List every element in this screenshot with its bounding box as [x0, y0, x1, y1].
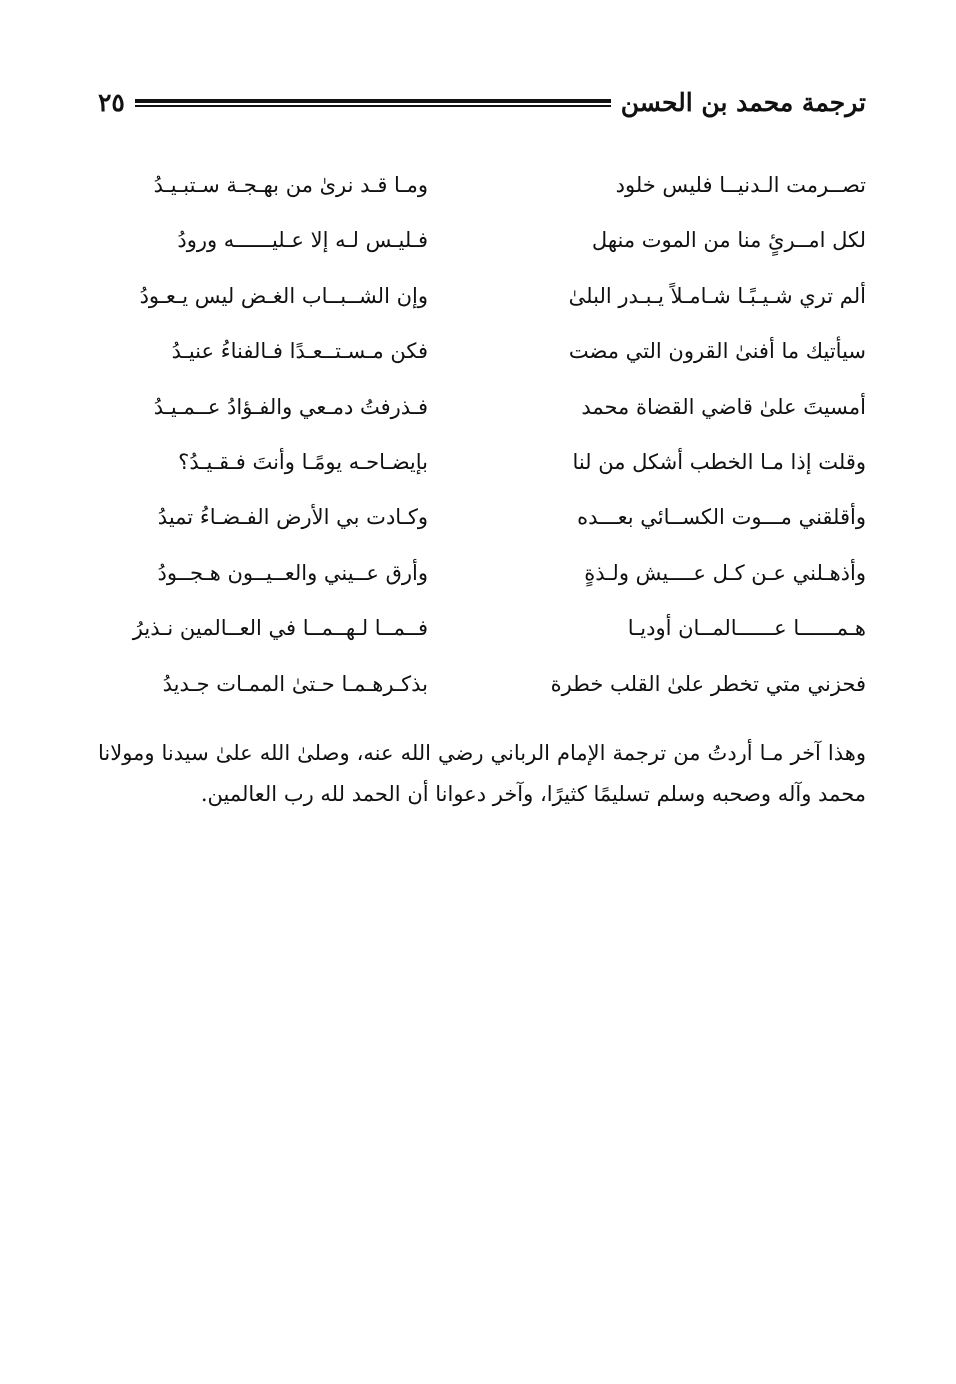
poem-verse — [98, 380, 866, 435]
verse-second-hemistich: ومـا قـد نرىٰ من بهـجـة سـتبـيـدُ — [153, 173, 428, 198]
verse-first-hemistich: سيأتيك ما أفنىٰ القرون التي مضت — [568, 339, 866, 364]
verse-second-hemistich: وأرق عــيني والعــيــون هـجــودُ — [157, 560, 428, 585]
verse-second-hemistich: بذكـرهـمـا حـتىٰ الممـات جـديدُ — [162, 671, 428, 696]
header-rule — [135, 99, 611, 107]
poem-verse — [98, 324, 866, 379]
poem-verse — [98, 546, 866, 601]
verse-second-hemistich: فكن مـسـتــعـدًا فـالفناءُ عنيـدُ — [171, 339, 428, 364]
header-title: ترجمة محمد بن الحسن — [620, 87, 866, 117]
verse-second-hemistich: وإن الشــبــاب الغـض ليس يـعـودُ — [139, 283, 428, 308]
poem-verse — [98, 213, 866, 268]
running-header — [98, 80, 866, 124]
poem-verse — [98, 158, 866, 213]
poem-verse — [98, 601, 866, 656]
page-number: ٢٥ — [98, 87, 125, 117]
poem — [98, 158, 866, 712]
verse-first-hemistich: هـمــــــا عــــــالمــان أوديـا — [627, 616, 866, 641]
poem-verse — [98, 490, 866, 545]
poem-verse — [98, 269, 866, 324]
verse-first-hemistich: لكل امــرئٍ منا من الموت منهل — [591, 228, 866, 253]
verse-first-hemistich: فحزني متي تخطر علىٰ القلب خطرة — [550, 671, 866, 696]
closing-paragraph: وهذا آخر مـا أردتُ من ترجمة الإمام الرباني رضي الله عنه، وصلىٰ الله علىٰ سيدنا ومولانا محمد وآله وصحبه وسلم تسليمًا كثيرًا، وآخر دعوانا أن الحمد لله رب العالمين. — [98, 741, 866, 806]
verse-second-hemistich: فـذرفتُ دمـعي والفـؤادُ عــمـيـدُ — [153, 394, 428, 419]
verse-first-hemistich: ألم تري شـيـبًـا شـامـلاً يـبـدر البلىٰ — [568, 283, 866, 308]
poem-verse — [98, 657, 866, 712]
verse-second-hemistich: وكـادت بي الأرض الفـضـاءُ تميدُ — [157, 505, 428, 530]
verse-first-hemistich: تصــرمت الـدنيــا فليس خلود — [615, 173, 866, 198]
verse-first-hemistich: وأقلقني مـــوت الكســائي بعـــده — [577, 505, 866, 530]
verse-second-hemistich: فـليـس لـه إلا عـليــــــه ورودُ — [177, 228, 428, 253]
verse-second-hemistich: بإيضـاحـه يومًـا وأنتَ فـقـيـدُ؟ — [178, 450, 428, 475]
verse-first-hemistich: وأذهـلني عـن كـل عــــيش ولـذةٍ — [584, 560, 866, 585]
verse-first-hemistich: أمسيتَ علىٰ قاضي القضاة محمد — [581, 394, 866, 419]
poem-verse — [98, 435, 866, 490]
verse-second-hemistich: فــمــا لـهــمــا في العــالمين نـذيرُ — [132, 616, 428, 641]
verse-first-hemistich: وقلت إذا مـا الخطب أشكل من لنا — [572, 450, 866, 475]
